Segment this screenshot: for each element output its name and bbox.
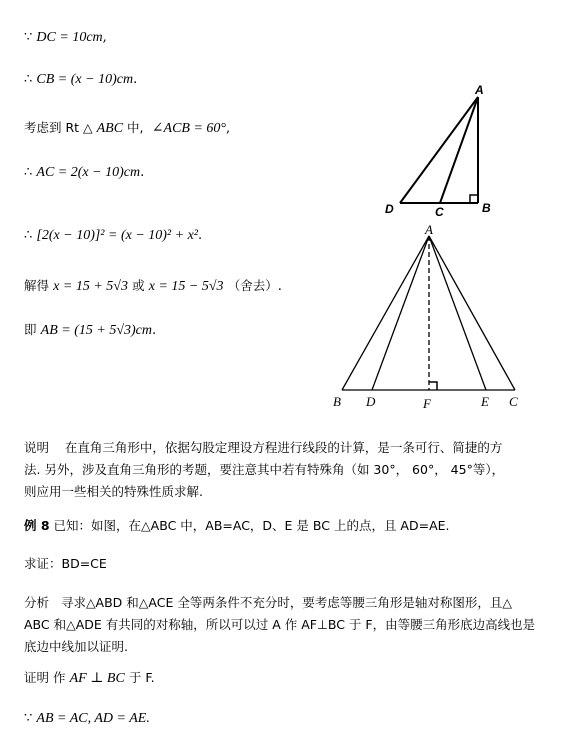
because-symbol: ∵: [24, 30, 33, 45]
remark-line-3: 则应用一些相关的特殊性质求解.: [24, 484, 203, 499]
analysis-line-1: [24, 592, 560, 614]
remark-label: 说明: [24, 440, 50, 455]
therefore-symbol: ∴: [24, 228, 33, 243]
remark-text-1: 在直角三角形中，依据勾股定理设方程进行线段的计算，是一条可行、简捷的方: [64, 440, 503, 455]
example-text: 已知：如图，在△ABC 中，AB=AC，D、E 是 BC 上的点，且 AD=AE.: [53, 518, 450, 533]
example-label: 例 8: [24, 518, 50, 533]
line-consider: [24, 120, 230, 137]
label-c: C: [435, 205, 444, 219]
proof-label: 证明 作: [24, 670, 66, 685]
expr-ac: AC = 2(x − 10)cm: [36, 165, 141, 180]
line-dc: [24, 30, 107, 46]
punct: ,: [226, 121, 231, 136]
analysis-line-3: 底边中线加以证明.: [24, 639, 128, 654]
proof-line: [24, 670, 155, 687]
punct: .: [198, 228, 203, 243]
expr-abc: ABC: [96, 121, 124, 136]
analysis-label: 分析: [24, 595, 50, 610]
remark-line-2: 法. 另外，涉及直角三角形的考题，要注意其中若有特殊角（如 30°， 60°， 45°等），: [24, 462, 505, 477]
analysis-line-2: ABC 和△ADE 有共同的对称轴，所以可以过 A 作 AF⊥BC 于 F，由等腰三角形底边高线也是: [24, 617, 536, 632]
segment-ae: [429, 236, 486, 390]
text-consider: 考虑到 Rt △: [24, 120, 97, 135]
label-f: F: [423, 396, 431, 411]
therefore-symbol: ∴: [24, 165, 33, 180]
line-cb: [24, 72, 137, 88]
label-b: B: [333, 394, 341, 409]
proof-tail: 于 F.: [128, 670, 155, 685]
example-heading: [24, 515, 560, 537]
text-or: 或: [132, 278, 145, 293]
line-given: [24, 711, 150, 727]
label-d: D: [366, 394, 376, 409]
analysis-paragraph: [24, 592, 560, 658]
expr-dc: DC = 10cm: [36, 30, 103, 45]
punct: ,: [102, 30, 107, 45]
expr-af-perp-bc: AF ⊥ BC: [69, 671, 125, 686]
right-angle-mark: [470, 195, 478, 203]
text-discard: （舍去）: [227, 278, 278, 293]
figure-right-triangle: [380, 85, 500, 220]
label-e: E: [481, 394, 489, 409]
figure-isosceles-triangle: [325, 222, 525, 417]
segment-ad: [372, 236, 429, 390]
punct: .: [152, 323, 157, 338]
label-d: D: [385, 202, 394, 216]
expr-pythagoras: [2(x − 10)]² = (x − 10)² + x²: [36, 228, 198, 243]
because-symbol: ∵: [24, 711, 33, 726]
therefore-symbol: ∴: [24, 72, 33, 87]
line-equation: [24, 228, 202, 244]
expr-cb: CB = (x − 10)cm: [36, 72, 134, 87]
prove-statement: 求证：BD=CE: [24, 556, 107, 571]
line-ac: [24, 165, 144, 181]
remark-line-1: [24, 437, 560, 459]
line-solve: [24, 278, 282, 295]
expr-root2: x = 15 − 5√3: [148, 279, 224, 294]
segment-ad: [400, 97, 478, 203]
right-angle-mark: [429, 382, 437, 390]
label-c: C: [509, 394, 518, 409]
punct: .: [133, 72, 138, 87]
expr-ab: AB = (15 + 5√3)cm: [40, 323, 152, 338]
label-b: B: [482, 201, 491, 215]
segment-ab: [342, 236, 429, 390]
label-a: A: [425, 222, 433, 237]
segment-ac: [440, 97, 478, 203]
text-solve: 解得: [24, 278, 50, 293]
label-a: A: [475, 85, 484, 97]
expr-given: AB = AC, AD = AE.: [36, 711, 150, 726]
text-zhong: 中,: [123, 120, 144, 135]
expr-root1: x = 15 + 5√3: [53, 279, 128, 294]
punct: .: [140, 165, 145, 180]
remark-paragraph: [24, 437, 560, 503]
expr-angle: ∠ACB = 60°: [151, 121, 227, 136]
line-result: [24, 322, 156, 339]
segment-ac: [429, 236, 515, 390]
analysis-text-1: 寻求△ABD 和△ACE 全等两条件不充分时，要考虑等腰三角形是轴对称图形，且△: [60, 595, 512, 610]
punct: .: [277, 279, 282, 294]
text-ji: 即: [24, 322, 37, 337]
